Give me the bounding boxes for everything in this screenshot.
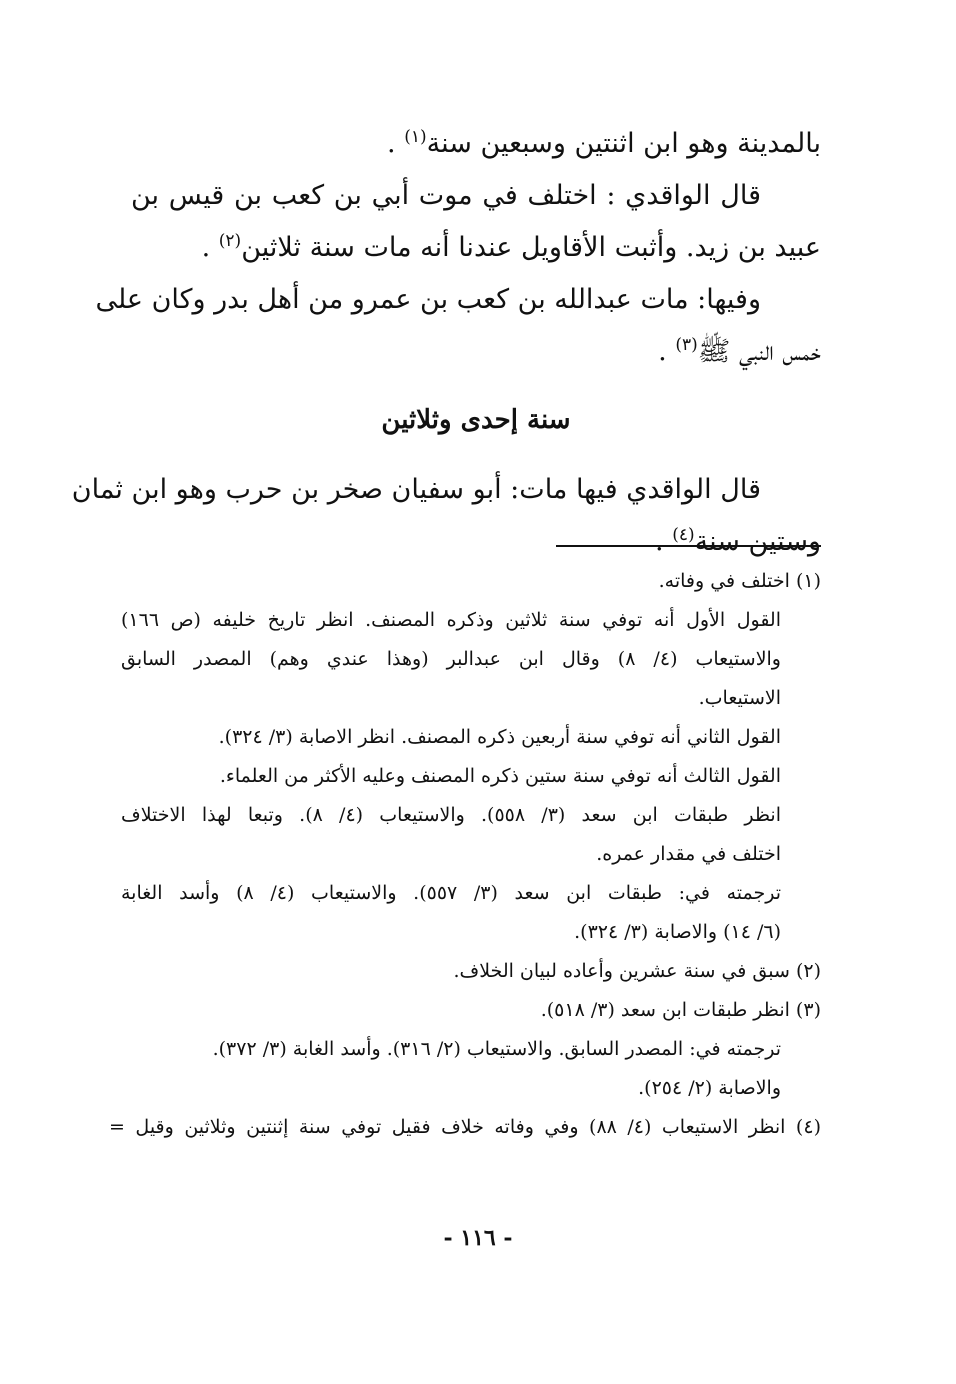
section-line-2: وستين سنة$^{(٤)}$ . xyxy=(655,525,821,557)
section-heading: سنة إحدى وثلاثين xyxy=(381,405,571,435)
text-line-2: قال الواقدي : اختلف في موت أبي بن كعب بن قيس بن xyxy=(131,180,761,211)
footnote-line: القول الثاني أنه توفي سنة أربعين ذكره المصنف. انظر الاصابة (٣/ ٣٢٤). xyxy=(218,726,781,748)
footnote-separator xyxy=(556,545,821,547)
footnote-line: (٤) انظر الاستيعاب (٤/ ٨٨) وفي وفاته خلاف فقيل توفي سنة إثنتين وثلاثين وقيل = xyxy=(109,1116,821,1138)
text-line-5: خمس النبي ﷺ$^{(٣)}$ . xyxy=(658,335,821,367)
footnote-line: (٢) سبق في سنة عشرين وأعاده لبيان الخلاف. xyxy=(453,960,821,982)
footnote-line: اختلف في مقدار عمره. xyxy=(596,843,781,865)
footnote-line: والاستيعاب (٤/ ٨) وقال ابن عبدالبر (وهذا عندي وهم) المصدر السابق xyxy=(121,648,781,670)
footnote-line: القول الثالث أنه توفي سنة ستين ذكره المصنف وعليه الأكثر من العلماء. xyxy=(219,765,781,787)
page-number: - ١١٦ - xyxy=(443,1225,513,1251)
footnote-line: والاصابة (٢/ ٢٥٤). xyxy=(638,1077,781,1099)
footnote-line: (١) اختلف في وفاته. xyxy=(658,570,821,592)
footnote-ref-1: (١) xyxy=(404,127,427,147)
footnote-line: (٦/ ١٤) والاصابة (٣/ ٣٢٤). xyxy=(574,921,781,943)
footnote-ref-3: (٣) xyxy=(675,335,698,355)
footnote-line: ترجمته في: المصدر السابق. والاستيعاب (٢/ ٣١٦). وأسد الغابة (٣/ ٣٧٢). xyxy=(212,1038,781,1060)
text-line-3: عبيد بن زيد. وأثبت الأقاويل عندنا أنه مات سنة ثلاثين$^{(٢)}$ . xyxy=(201,231,821,263)
main-text xyxy=(71,118,821,568)
footnote-line: ترجمته في: طبقات ابن سعد (٣/ ٥٥٧). والاستيعاب (٤/ ٨) وأسد الغابة xyxy=(121,882,781,904)
footnote-line: القول الأول أنه توفي سنة ثلاثين وذكره المصنف. انظر تاريخ خليفه (ص ١٦٦) xyxy=(121,609,781,631)
footnote-line: الاستيعاب. xyxy=(698,687,781,709)
footnote-ref-2: (٢) xyxy=(218,231,242,251)
section-line-1: قال الواقدي فيها مات: أبو سفيان صخر بن حرب وهو ابن ثمان xyxy=(71,474,761,505)
text-line-4: وفيها: مات عبدالله بن كعب بن عمرو من أهل بدر وكان على xyxy=(95,284,761,315)
footnotes xyxy=(109,562,821,1147)
footnote-line: انظر طبقات ابن سعد (٣/ ٥٥٨). والاستيعاب (٤/ ٨). وتبعا لهذا الاختلاف xyxy=(121,804,781,826)
footnote-line: (٣) انظر طبقات ابن سعد (٣/ ٥١٨). xyxy=(540,999,821,1021)
text-line-1: بالمدينة وهو ابن اثنتين وسبعين سنة$^{(١)}$ . xyxy=(387,127,821,159)
footnote-ref-4: (٤) xyxy=(672,525,695,545)
